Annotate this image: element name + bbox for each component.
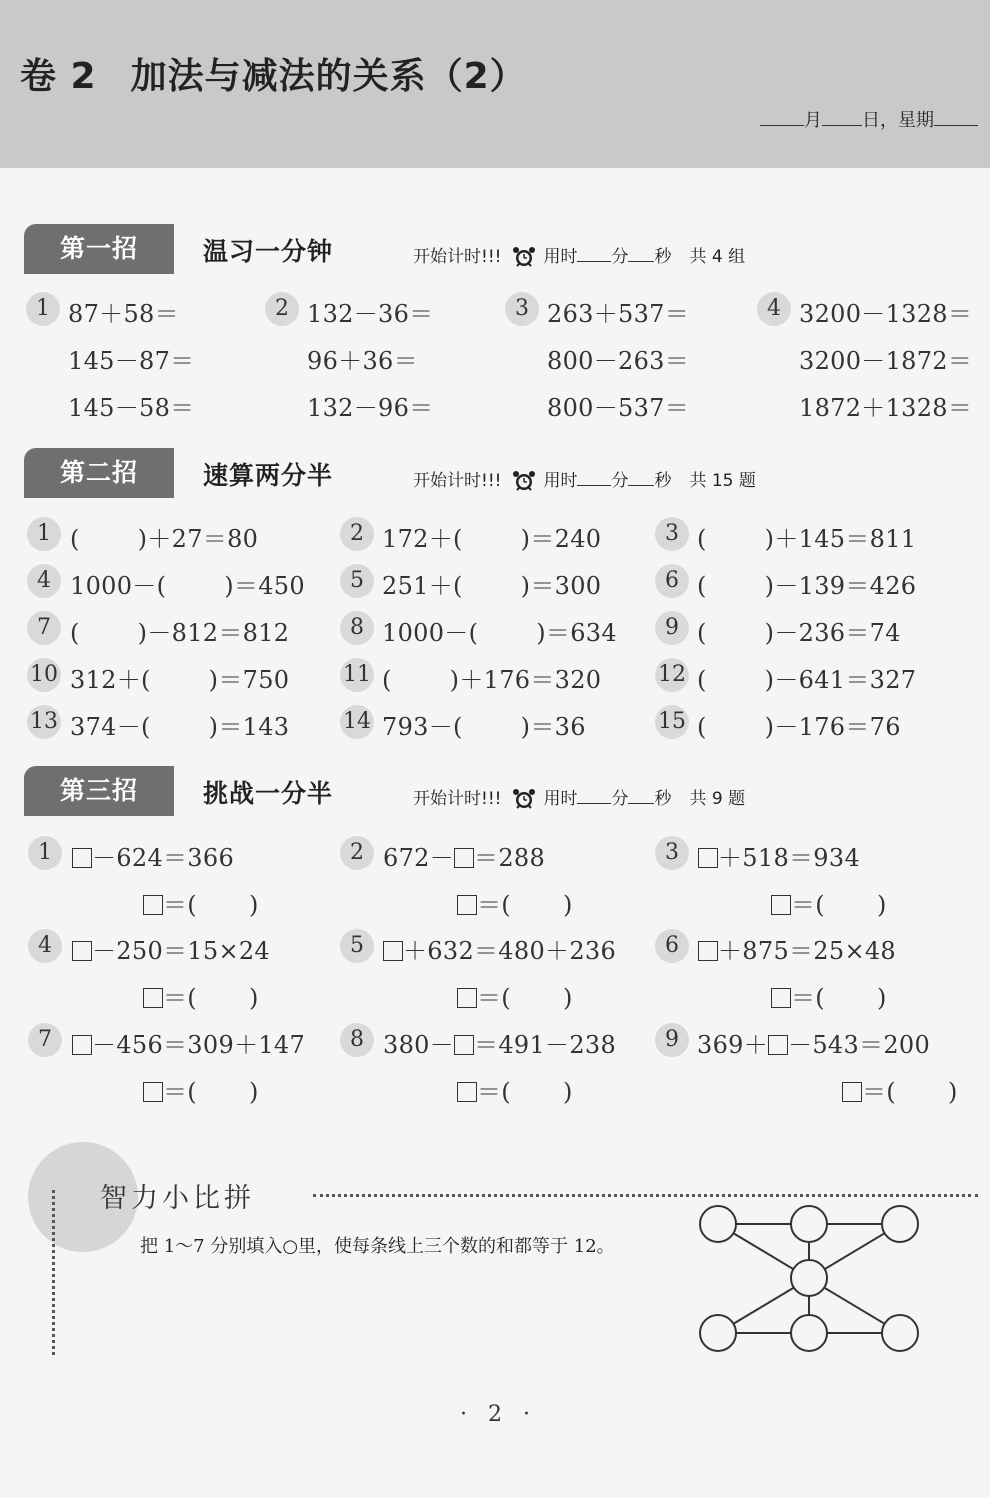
section1-count: 共 4 组 (689, 247, 746, 267)
exercise: 1000－( )＝450 (70, 572, 305, 600)
timer-used-label: 用时 (543, 247, 578, 267)
unknown-box (143, 1082, 163, 1102)
unknown-box (454, 1035, 474, 1055)
problem-number: 9 (655, 1023, 689, 1057)
puzzle-circle-slot[interactable] (700, 1206, 736, 1242)
puzzle-circle-slot[interactable] (791, 1260, 827, 1296)
exercise: ( )－139＝426 (697, 572, 917, 600)
exercise: ( )＋27＝80 (70, 525, 259, 553)
unknown-box (771, 988, 791, 1008)
puzzle-circle-slot[interactable] (700, 1315, 736, 1351)
unknown-box (72, 1035, 92, 1055)
exercise: 132－96＝ (307, 394, 434, 422)
minutes-label: 分 (611, 789, 629, 809)
section2-badge: 第二招 (24, 448, 174, 498)
exercise: 793－( )＝36 (382, 713, 586, 741)
exercise: 1872＋1328＝ (799, 394, 973, 422)
date-line (760, 106, 978, 132)
timer-start-label: 开始计时!!! (413, 789, 502, 809)
title-number: 卷 2 (20, 56, 97, 97)
puzzle-diagram (690, 1200, 930, 1360)
exercise: 3200－1872＝ (799, 347, 973, 375)
answer-line: ＝( ) (143, 978, 259, 1013)
section3-title: 挑战一分半 (203, 779, 334, 808)
equation: －456＝309＋147 (72, 1025, 305, 1060)
exercise: 132－36＝ (307, 300, 434, 328)
answer-line: ＝( ) (771, 885, 887, 920)
timer-used-label: 用时 (543, 789, 578, 809)
puzzle-instructions: 把 1～7 分别填入○里，使每条线上三个数的和都等于 12。 (140, 1236, 615, 1257)
puzzle-circle-slot[interactable] (882, 1206, 918, 1242)
equation: 672－ ＝288 (383, 844, 546, 872)
exercise: 96＋36＝ (307, 347, 418, 375)
problem-number: 6 (655, 564, 689, 598)
unknown-box (842, 1082, 862, 1102)
section1-badge: 第一招 (24, 224, 174, 274)
unknown-box (457, 988, 477, 1008)
unknown-box (457, 895, 477, 915)
section3-badge: 第三招 (24, 766, 174, 816)
problem-number: 2 (340, 836, 374, 870)
seconds-label: 秒 (654, 471, 672, 491)
group-number: 3 (505, 292, 539, 326)
exercise: 800－537＝ (547, 394, 690, 422)
puzzle-title: 智力小比拼 (100, 1183, 255, 1214)
page-title (20, 48, 527, 99)
exercise: ( )－236＝74 (697, 619, 901, 647)
minutes-label: 分 (611, 247, 629, 267)
unknown-box (457, 1082, 477, 1102)
problem-number: 5 (340, 564, 374, 598)
exercise: 145－58＝ (68, 394, 195, 422)
exercise: ( )－176＝76 (697, 713, 901, 741)
exercise: 251＋( )＝300 (382, 572, 602, 600)
problem-number: 10 (27, 658, 61, 692)
exercise: 1000－( )＝634 (382, 619, 617, 647)
equation: 380－ ＝491－238 (383, 1031, 617, 1059)
unknown-box (771, 895, 791, 915)
equation: ＋875＝25×48 (698, 931, 896, 966)
exercise: 312＋( )＝750 (70, 666, 290, 694)
unknown-box (383, 941, 403, 961)
answer-line: ＝( ) (457, 885, 573, 920)
timer-start-label: 开始计时!!! (413, 471, 502, 491)
unknown-box (698, 941, 718, 961)
unknown-box (72, 941, 92, 961)
unknown-box (72, 848, 92, 868)
unknown-box (768, 1035, 788, 1055)
exercise: 87＋58＝ (68, 300, 179, 328)
weekday-label: 日，星期 (862, 110, 934, 131)
unknown-box (698, 848, 718, 868)
problem-number: 7 (27, 611, 61, 645)
equation: ＋632＝480＋236 (383, 931, 616, 966)
section1-title: 温习一分钟 (203, 237, 334, 266)
equation: －624＝366 (72, 838, 234, 873)
timer-start-label: 开始计时!!! (413, 247, 502, 267)
title-text: 加法与减法的关系（2） (130, 56, 527, 97)
problem-number: 2 (340, 517, 374, 551)
problem-number: 5 (340, 929, 374, 963)
section3-timer (413, 784, 745, 810)
dotted-border-top (313, 1194, 978, 1197)
problem-number: 14 (340, 705, 374, 739)
equation: －250＝15×24 (72, 931, 270, 966)
dotted-border-left (52, 1190, 55, 1355)
exercise: 172＋( )＝240 (382, 525, 602, 553)
minutes-blank[interactable] (577, 247, 611, 262)
exercise: ( )＋176＝320 (382, 666, 602, 694)
unknown-box (143, 988, 163, 1008)
day-blank[interactable] (822, 107, 862, 126)
problem-number: 6 (655, 929, 689, 963)
problem-number: 7 (28, 1023, 62, 1057)
problem-number: 4 (27, 564, 61, 598)
seconds-label: 秒 (654, 247, 672, 267)
problem-number: 4 (28, 929, 62, 963)
seconds-blank[interactable] (628, 247, 654, 262)
minutes-blank[interactable] (577, 471, 611, 486)
problem-number: 9 (655, 611, 689, 645)
answer-line: ＝( ) (771, 978, 887, 1013)
problem-number: 15 (655, 705, 689, 739)
exercise: ( )＋145＝811 (697, 525, 917, 553)
alarm-clock-icon (511, 470, 537, 492)
section1-timer (413, 242, 745, 268)
minutes-label: 分 (611, 471, 629, 491)
problem-number: 13 (27, 705, 61, 739)
exercise: ( )－641＝327 (697, 666, 917, 694)
weekday-blank[interactable] (934, 107, 978, 126)
unknown-box (454, 848, 474, 868)
section2-title: 速算两分半 (203, 461, 334, 490)
page-number: · 2 · (460, 1402, 530, 1427)
seconds-label: 秒 (654, 789, 672, 809)
timer-used-label: 用时 (543, 471, 578, 491)
exercise: 800－263＝ (547, 347, 690, 375)
unknown-box (143, 895, 163, 915)
month-label: 月 (804, 110, 822, 131)
alarm-clock-icon (511, 788, 537, 810)
answer-line: ＝( ) (143, 1072, 259, 1107)
exercise: ( )－812＝812 (70, 619, 290, 647)
equation: ＋518＝934 (698, 838, 860, 873)
answer-line: ＝( ) (457, 978, 573, 1013)
problem-number: 8 (340, 1023, 374, 1057)
problem-number: 11 (340, 658, 374, 692)
exercise: 145－87＝ (68, 347, 195, 375)
section2-count: 共 15 题 (689, 471, 756, 491)
equation: 369＋ －543＝200 (697, 1031, 931, 1059)
group-number: 4 (757, 292, 791, 326)
answer-line: ＝( ) (842, 1072, 958, 1107)
problem-number: 3 (655, 517, 689, 551)
alarm-clock-icon (511, 246, 537, 268)
problem-number: 8 (340, 611, 374, 645)
answer-line: ＝( ) (457, 1072, 573, 1107)
seconds-blank[interactable] (628, 789, 654, 804)
puzzle-circle-slot[interactable] (882, 1315, 918, 1351)
seconds-blank[interactable] (628, 471, 654, 486)
puzzle-circle-slot[interactable] (791, 1315, 827, 1351)
problem-number: 12 (655, 658, 689, 692)
answer-line: ＝( ) (143, 885, 259, 920)
problem-number: 1 (28, 836, 62, 870)
exercise: 374－( )＝143 (70, 713, 290, 741)
problem-number: 1 (27, 517, 61, 551)
section2-timer (413, 466, 756, 492)
problem-number: 3 (655, 836, 689, 870)
minutes-blank[interactable] (577, 789, 611, 804)
group-number: 1 (26, 292, 60, 326)
group-number: 2 (265, 292, 299, 326)
exercise: 3200－1328＝ (799, 300, 973, 328)
month-blank[interactable] (760, 107, 804, 126)
puzzle-circle-slot[interactable] (791, 1206, 827, 1242)
exercise: 263＋537＝ (547, 300, 690, 328)
section3-count: 共 9 题 (689, 789, 746, 809)
